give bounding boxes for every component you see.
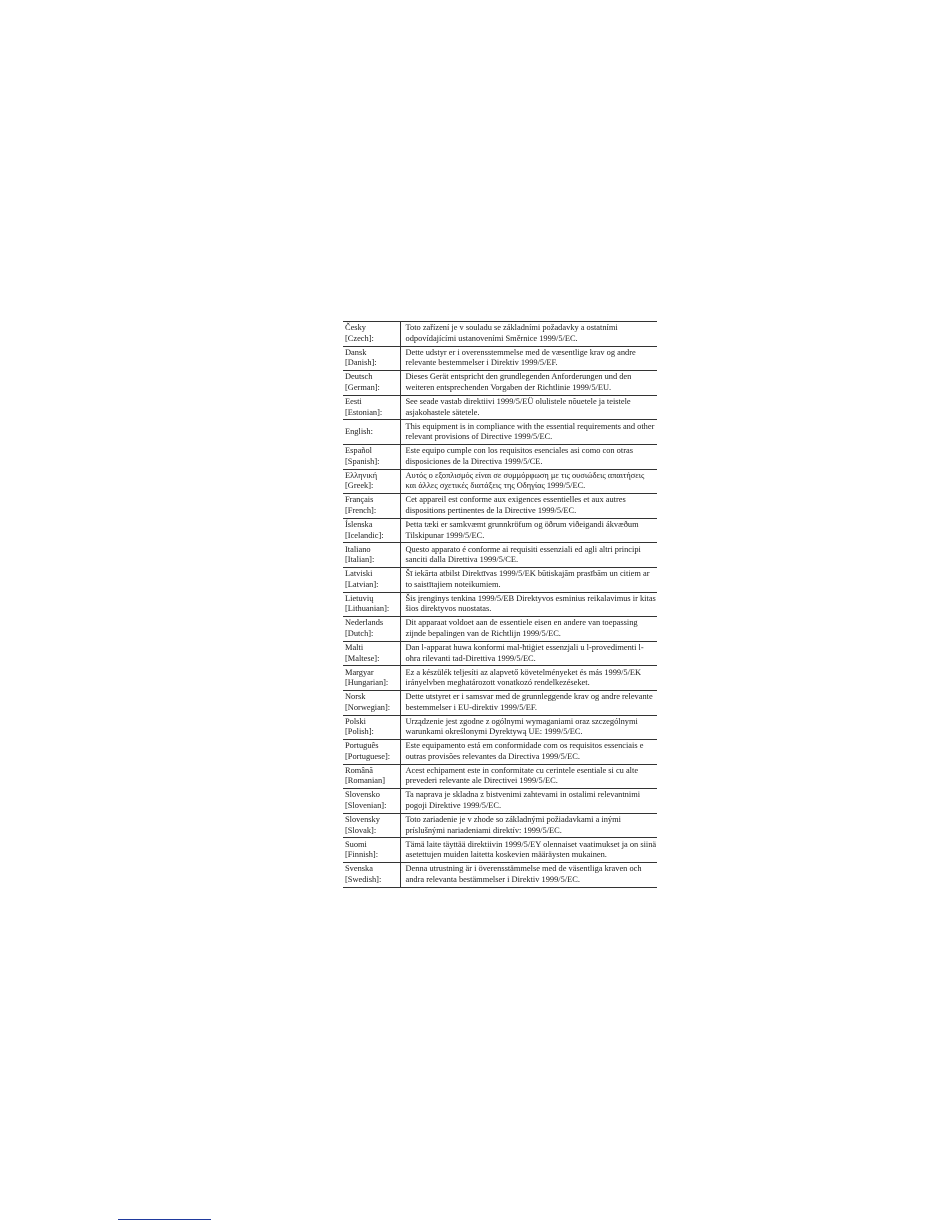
declaration-text: Dit apparaat voldoet aan de essentiele eisen en andere van toepassing zijnde bepalingen van de Richtlijn 1999/5/EC. — [400, 617, 657, 642]
language-code: [Polish]: — [345, 727, 374, 737]
language-cell — [343, 543, 400, 568]
table-row — [343, 592, 657, 617]
table-row — [343, 715, 657, 740]
language-code: [Icelandic]: — [345, 530, 384, 540]
language-code: [Italian]: — [345, 555, 375, 565]
declaration-text: Toto zariadenie je v zhode so základnými požiadavkami a inými príslušnými nariadeniami direktív: 1999/5/EC. — [400, 813, 657, 838]
declaration-text: Αυτός ο εξοπλισμός είναι σε συμμόρφωση με τις ουσιώδεις απαιτήσεις και άλλες σχετικές διατάξεις της Οδηγίας 1999/5/EC. — [400, 469, 657, 494]
declaration-text: Ez a készülék teljesíti az alapvető követelményeket és más 1999/5/EK irányelvben meghatározott vonatkozó rendelkezéseket. — [400, 666, 657, 691]
language-code: [Portuguese]: — [345, 751, 391, 761]
table-row — [343, 395, 657, 420]
table-row — [343, 469, 657, 494]
language-code: [Slovak]: — [345, 825, 377, 835]
language-code: [French]: — [345, 505, 377, 515]
language-cell — [343, 420, 400, 445]
declaration-text: Þetta tæki er samkvæmt grunnkröfum og öðrum viðeigandi ákvæðum Tilskipunar 1999/5/EC. — [400, 518, 657, 543]
table-row — [343, 813, 657, 838]
table-row — [343, 740, 657, 765]
language-cell — [343, 740, 400, 765]
language-name: Svenska — [345, 864, 373, 874]
table-row — [343, 641, 657, 666]
table-row — [343, 444, 657, 469]
declaration-of-conformity-table — [343, 321, 657, 888]
table-row — [343, 420, 657, 445]
language-cell — [343, 592, 400, 617]
language-name: Margyar — [345, 667, 374, 677]
language-name: Česky — [345, 323, 366, 333]
language-cell — [343, 789, 400, 814]
language-code: [Greek]: — [345, 481, 374, 491]
language-code: [Spanish]: — [345, 456, 380, 466]
language-name: Suomi — [345, 839, 367, 849]
language-cell — [343, 838, 400, 863]
language-code: [Slovenian]: — [345, 801, 387, 811]
language-cell — [343, 469, 400, 494]
language-name: English: — [345, 426, 373, 436]
language-cell — [343, 813, 400, 838]
language-cell — [343, 444, 400, 469]
language-cell — [343, 395, 400, 420]
language-code: [Maltese]: — [345, 653, 380, 663]
declaration-text: See seade vastab direktiivi 1999/5/EÜ olulistele nõuetele ja teistele asjakohastele sätetele. — [400, 395, 657, 420]
language-cell — [343, 567, 400, 592]
language-cell — [343, 494, 400, 519]
language-code: [Finnish]: — [345, 850, 379, 860]
language-cell — [343, 666, 400, 691]
footnote-separator — [118, 1219, 211, 1220]
language-name: Nederlands — [345, 618, 384, 628]
language-name: Slovensky — [345, 815, 380, 825]
table-row — [343, 371, 657, 396]
language-code: [Romanian] — [345, 776, 386, 786]
language-cell — [343, 617, 400, 642]
language-name: Malti — [345, 642, 364, 652]
language-name: Română — [345, 765, 373, 775]
declaration-text: Toto zařízení je v souladu se základními požadavky a ostatními odpovídajícími ustanoveními Směrnice 1999/5/EC. — [400, 322, 657, 347]
declaration-text: Denna utrustning är i överensstämmelse med de väsentliga kraven och andra relevanta bestämmelser i Direktiv 1999/5/EC. — [400, 863, 657, 888]
language-cell — [343, 346, 400, 371]
language-name: Íslenska — [345, 519, 373, 529]
table-row — [343, 617, 657, 642]
language-cell — [343, 518, 400, 543]
table-row — [343, 567, 657, 592]
declaration-text: Ta naprava je skladna z bistvenimi zahtevami in ostalimi relevantnimi pogoji Direktive 1999/5/EC. — [400, 789, 657, 814]
language-code: [Norwegian]: — [345, 702, 391, 712]
declaration-text: Urządzenie jest zgodne z ogólnymi wymaganiami oraz szczególnymi warunkami określonymi Dyrektywą UE: 1999/5/EC. — [400, 715, 657, 740]
language-cell — [343, 764, 400, 789]
language-code: [German]: — [345, 382, 380, 392]
declaration-table-body — [343, 322, 657, 888]
language-name: Português — [345, 741, 379, 751]
declaration-text: Šis įrenginys tenkina 1999/5/EB Direktyvos esminius reikalavimus ir kitas šios direktyvos nuostatas. — [400, 592, 657, 617]
language-cell — [343, 690, 400, 715]
table-row — [343, 838, 657, 863]
language-cell — [343, 715, 400, 740]
language-code: [Latvian]: — [345, 579, 379, 589]
table-row — [343, 666, 657, 691]
language-name: Français — [345, 495, 374, 505]
declaration-text: Dan l-apparat huwa konformi mal-ħtiġiet essenzjali u l-provedimenti l-oħra rilevanti tad-Direttiva 1999/5/EC. — [400, 641, 657, 666]
language-name: Español — [345, 446, 372, 456]
language-name: Norsk — [345, 692, 366, 702]
language-code: [Estonian]: — [345, 407, 383, 417]
language-name: Slovensko — [345, 790, 380, 800]
language-cell — [343, 863, 400, 888]
declaration-text: This equipment is in compliance with the essential requirements and other relevant provisions of Directive 1999/5/EC. — [400, 420, 657, 445]
language-code: [Danish]: — [345, 358, 377, 368]
table-row — [343, 789, 657, 814]
language-name: Eesti — [345, 396, 362, 406]
table-row — [343, 543, 657, 568]
declaration-text: Dette utstyret er i samsvar med de grunnleggende krav og andre relevante bestemmelser i EU-direktiv 1999/5/EF. — [400, 690, 657, 715]
table-row — [343, 346, 657, 371]
declaration-text: Šī iekārta atbilst Direktīvas 1999/5/EK būtiskajām prasībām un citiem ar to saistītajiem noteikumiem. — [400, 567, 657, 592]
language-cell — [343, 641, 400, 666]
language-name: Deutsch — [345, 372, 373, 382]
table-row — [343, 494, 657, 519]
language-code: [Swedish]: — [345, 874, 382, 884]
declaration-text: Dieses Gerät entspricht den grundlegenden Anforderungen und den weiteren entsprechenden Vorgaben der Richtlinie 1999/5/EU. — [400, 371, 657, 396]
language-code: [Hungarian]: — [345, 678, 389, 688]
language-name: Dansk — [345, 347, 367, 357]
language-code: [Lithuanian]: — [345, 604, 390, 614]
declaration-text: Cet appareil est conforme aux exigences essentielles et aux autres dispositions pertinentes de la Directive 1999/5/EC. — [400, 494, 657, 519]
language-code: [Czech]: — [345, 333, 374, 343]
declaration-text: Tämä laite täyttää direktiivin 1999/5/EY olennaiset vaatimukset ja on siinä asetettujen muiden laitetta koskevien määräysten mukainen. — [400, 838, 657, 863]
language-name: Ελληνική — [345, 470, 378, 480]
language-name: Lietuvių — [345, 593, 374, 603]
language-cell — [343, 322, 400, 347]
declaration-text: Este equipamento está em conformidade com os requisitos essenciais e outras provisões relevantes da Directiva 1999/5/EC. — [400, 740, 657, 765]
table-row — [343, 322, 657, 347]
table-row — [343, 863, 657, 888]
table-row — [343, 690, 657, 715]
language-cell — [343, 371, 400, 396]
language-name: Latviski — [345, 569, 373, 579]
language-name: Polski — [345, 716, 366, 726]
table-row — [343, 518, 657, 543]
declaration-text: Este equipo cumple con los requisitos esenciales asi como con otras disposiciones de la Directiva 1999/5/CE. — [400, 444, 657, 469]
declaration-text: Acest echipament este in conformitate cu cerintele esentiale si cu alte prevederi relevante ale Directivei 1999/5/EC. — [400, 764, 657, 789]
declaration-text: Dette udstyr er i overensstemmelse med de væsentlige krav og andre relevante bestemmelser i Direktiv 1999/5/EF. — [400, 346, 657, 371]
table-row — [343, 764, 657, 789]
language-name: Italiano — [345, 544, 371, 554]
language-code: [Dutch]: — [345, 628, 374, 638]
declaration-text: Questo apparato é conforme ai requisiti essenziali ed agli altri principi sanciti dalla Direttiva 1999/5/CE. — [400, 543, 657, 568]
